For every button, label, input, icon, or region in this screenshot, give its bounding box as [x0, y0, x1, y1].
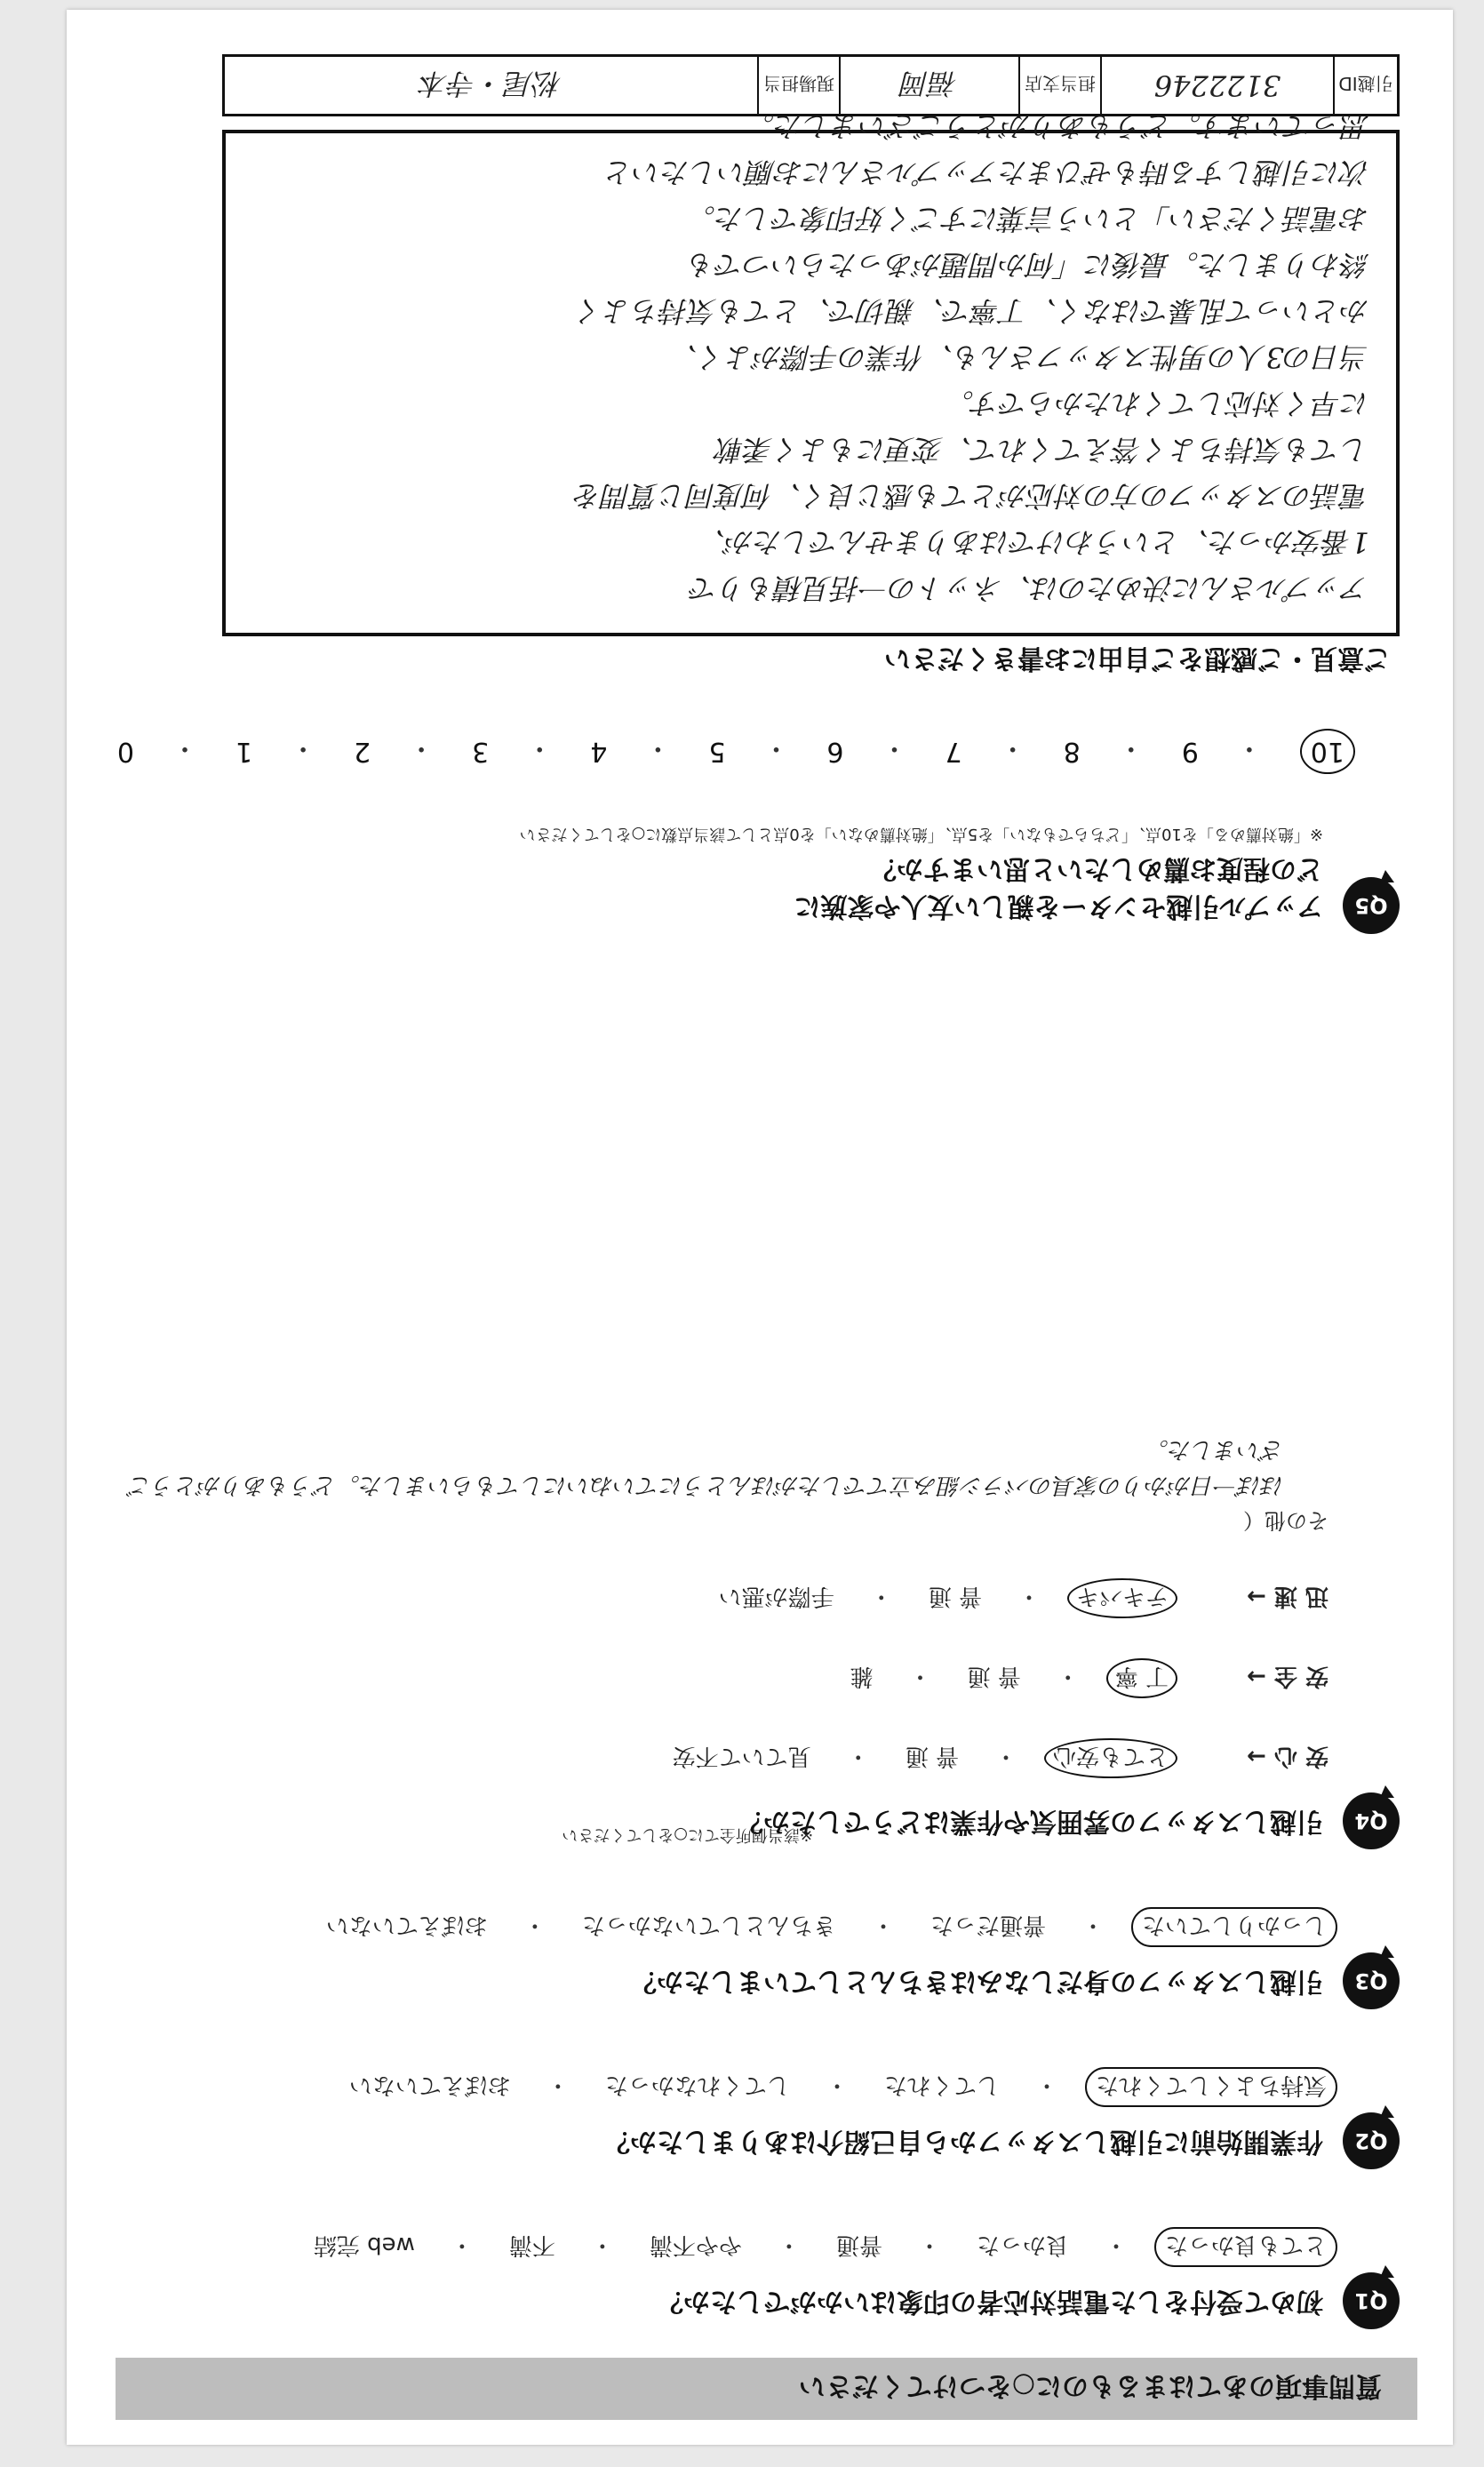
q5-score-scale: 10 ・ 9 ・ 8 ・ 7 ・ 6 ・ 5 ・ 4 ・ 3 ・ 2 ・ 1 ・ 0: [117, 729, 1355, 774]
q4-option-selected[interactable]: 丁 寧: [1106, 1658, 1177, 1698]
q2-option[interactable]: おぼえていない: [348, 2072, 511, 2098]
score-option[interactable]: 9: [1181, 736, 1199, 767]
q4-note: ※該当個所全てに○をしてください: [562, 1825, 813, 1844]
q1-option[interactable]: やや不満: [649, 2231, 742, 2258]
score-option-selected[interactable]: 10: [1300, 729, 1355, 774]
q4-other-answer[interactable]: ほぼ一日がかりの家具のバラシ組み立てでしたがほんとうにていねいにしてもらいました。どうもありがとうございました。: [128, 1436, 1284, 1498]
score-option[interactable]: 0: [116, 736, 134, 767]
comment-line: 1番安かった、というわけではありませんでしたが、: [697, 525, 1369, 559]
q4-option[interactable]: 普 通: [967, 1663, 1021, 1689]
comments-title: ご意見・ご感想をご自由にお書きください: [884, 643, 1391, 674]
q5-question-line2: どの程度お薦めしたいと思いますか？: [870, 853, 1323, 884]
q3-option-selected[interactable]: しっかりしていた: [1131, 1907, 1337, 1947]
q4-other-label: その他（: [1243, 1508, 1328, 1533]
comment-line: 次に引越しする時もぜひまたアップルさんにお願いしたいと: [604, 156, 1369, 189]
move-id-label: 引越ID: [1333, 57, 1397, 114]
q2-options: 気持ちよくしてくれた ・ してくれた ・ してくれなかった ・ おぼえていない: [340, 2067, 1337, 2107]
comment-line: に早く対応してくれたからです。: [945, 387, 1369, 420]
q4-badge: Q4: [1343, 1792, 1400, 1849]
q4-row-label: 安 全 →: [1247, 1663, 1328, 1689]
q1-badge: Q1: [1343, 2272, 1400, 2329]
q4-row-anshin: 安 心 → とても安心 ・ 普 通 ・ 見ていて不安: [664, 1738, 1328, 1778]
q2-option[interactable]: してくれなかった: [604, 2072, 790, 2098]
comment-line: お電話ください」という言葉にすごく好印象でした。: [686, 202, 1369, 236]
instruction-banner: [116, 2358, 1417, 2420]
q5-badge: Q5: [1343, 877, 1400, 934]
score-option[interactable]: 1: [235, 736, 253, 767]
q1-option[interactable]: 良かった: [976, 2231, 1069, 2258]
q1-option[interactable]: 普通: [835, 2231, 882, 2258]
score-option[interactable]: 8: [1063, 736, 1081, 767]
q4-row-label: 安 心 →: [1247, 1743, 1328, 1769]
score-option[interactable]: 4: [590, 736, 608, 767]
q1-option[interactable]: web 完結: [313, 2231, 415, 2258]
q4-question: 引越しスタッフの雰囲気や作業はどうでしたか？: [737, 1806, 1323, 1837]
q4-row-label: 迅 速 →: [1247, 1583, 1328, 1609]
comment-line: 当日の3人の男性スタッフさんも、作業の手際がよく、: [669, 340, 1369, 374]
q4-option-selected[interactable]: テキパキ: [1067, 1578, 1177, 1618]
staff-info-table: [222, 54, 1400, 116]
score-option[interactable]: 2: [354, 736, 371, 767]
q3-option[interactable]: きちんとしていなかった: [581, 1912, 836, 1938]
score-option[interactable]: 6: [826, 736, 844, 767]
comments-box[interactable]: [222, 109, 1400, 636]
score-option[interactable]: 3: [472, 736, 490, 767]
q5-note: ※「絶対薦める」を10点、「どちらでもない」を5点、「絶対薦めない」を0点として該当点数に○をしてください: [519, 825, 1323, 843]
survey-sheet: [67, 10, 1453, 2445]
score-option[interactable]: 5: [708, 736, 726, 767]
q4-option[interactable]: 普 通: [928, 1583, 982, 1609]
q2-question: 作業開始前に引越しスタッフから自己紹介はありましたか？: [603, 2126, 1323, 2157]
move-id-value: 3122246: [1100, 57, 1333, 114]
q4-option[interactable]: 雑: [850, 1663, 874, 1689]
q4-option[interactable]: 普 通: [905, 1743, 959, 1769]
comment-line: 終わりました。最後に「何か問題があったらいつでも: [687, 248, 1369, 282]
q3-badge: Q3: [1343, 1952, 1400, 2009]
leader-value: 松尾・寺本: [419, 67, 562, 100]
q2-option-selected[interactable]: 気持ちよくしてくれた: [1085, 2067, 1337, 2107]
comment-line: アップルさんに決めたのは、ネットの一括見積もりで: [690, 571, 1369, 605]
q4-row-anzen: 安 全 → 丁 寧 ・ 普 通 ・ 雑: [841, 1658, 1328, 1698]
q1-option-selected[interactable]: とても良かった: [1154, 2227, 1337, 2267]
q1-question: 初めて受付をした電話対応者の印象はいかがでしたか？: [657, 2286, 1323, 2317]
comment-line: しても気持ちよく答えてくれて、変更にもよく柔軟: [715, 433, 1369, 467]
comment-line: 思っています。どうもありがとうございました。: [746, 109, 1369, 143]
q4-row-jinsoku: 迅 速 → テキパキ ・ 普 通 ・ 手際が悪い: [710, 1578, 1328, 1618]
q3-option[interactable]: 普通だった: [929, 1912, 1046, 1938]
q4-option[interactable]: 見ていて不安: [672, 1743, 811, 1769]
q3-options: しっかりしていた ・ 普通だった ・ きちんとしていなかった ・ おぼえていない: [317, 1907, 1337, 1947]
instruction-text: 質問事項のあてはまるものに○をつけてください: [798, 2370, 1382, 2401]
q2-badge: Q2: [1343, 2112, 1400, 2169]
q3-question: 引越しスタッフの身だしなみはきちんとしていましたか？: [630, 1966, 1323, 1997]
q4-option[interactable]: 手際が悪い: [718, 1583, 834, 1609]
q4-option-selected[interactable]: とても安心: [1044, 1738, 1177, 1778]
q5-question-line1: アップル引越センターを親しい友人や家族に: [794, 890, 1323, 922]
score-option[interactable]: 7: [945, 736, 962, 767]
question-4: [120, 1352, 1400, 1849]
comment-line: 電話のスタッフの方の対応がとても感じ良く、何度同じ質問を: [573, 479, 1369, 513]
branch-value: 福岡: [839, 57, 1018, 114]
comment-line: かといって乱暴ではなく、丁寧で、親切で、とても気持ちよく: [574, 294, 1369, 328]
q1-options: とても良かった ・ 良かった ・ 普通 ・ やや不満 ・ 不満 ・ web 完結: [305, 2227, 1337, 2267]
branch-label: 担当支店: [1018, 57, 1100, 114]
q2-option[interactable]: してくれた: [883, 2072, 1000, 2098]
q3-option[interactable]: おぼえていない: [325, 1912, 488, 1938]
q1-option[interactable]: 不満: [508, 2231, 555, 2258]
leader-label: 現場担当: [757, 57, 839, 114]
